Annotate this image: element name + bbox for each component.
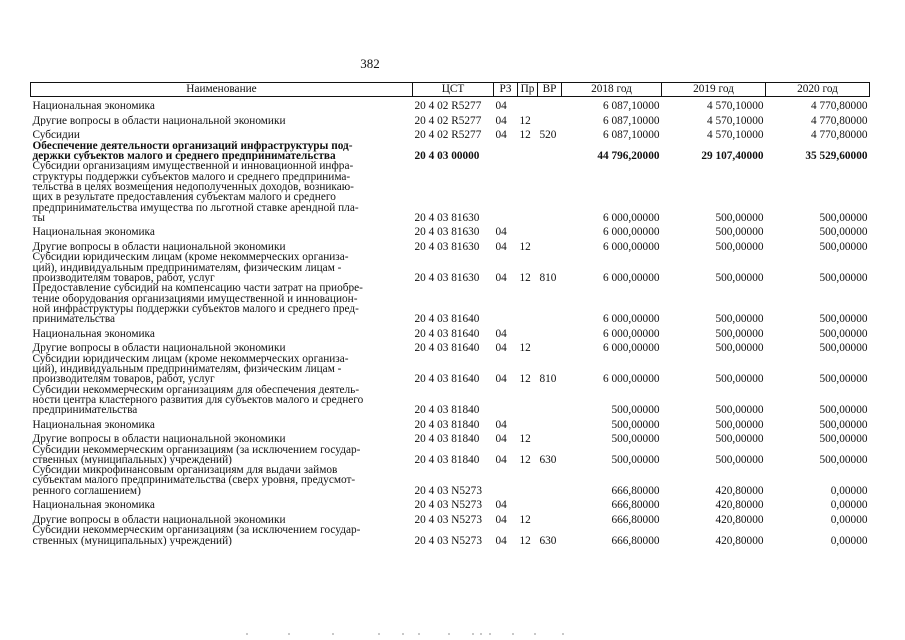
cell-rz [494,385,518,416]
cell-2018: 6 087,10000 [603,129,660,142]
cell-cst: 20 4 02 R5277 [414,129,482,142]
cell-name: Субсидии некоммерческим организациям для обеспечения деятель- ности центра кластерного развития для субъектов малого и среднего предпринимательства [32,384,364,416]
cell-2020: 0,00000 [830,499,868,512]
cell-2019: 500,00000 [715,453,764,466]
cell-name: Национальная экономика [32,499,155,511]
cell-pr: 12 [519,453,531,466]
cell-2019: 500,00000 [715,211,764,224]
table-row [31,283,870,324]
cell-2018: 6 000,00000 [603,241,660,254]
cell-2019: 500,00000 [715,418,764,431]
cell-name: Предоставление субсидий на компенсацию части затрат на приобре- тение оборудования организациями имущественной и инновацион- ной инфраструктуры поддержки субъектов малого и среднего пред- принимательства [32,283,363,325]
cell-2020: 500,00000 [819,404,868,417]
cell-vr [538,112,562,127]
header-pr: Пр [518,83,538,97]
cell-2018: 666,80000 [611,534,660,547]
cell-pr: 12 [519,129,531,142]
cell-2018: 6 087,10000 [603,114,660,127]
cell-vr [538,141,562,162]
table-row [31,430,870,445]
cell-pr: 12 [519,114,531,127]
cell-rz: 04 [495,271,507,284]
cell-2020: 500,00000 [819,211,868,224]
cell-pr: 12 [519,433,531,446]
cell-vr: 810 [539,271,557,284]
cell-cst: 20 4 02 R5277 [414,114,482,127]
cell-pr [518,141,538,162]
cell-2019: 420,80000 [715,534,764,547]
table-row [31,112,870,127]
cell-pr [518,283,538,324]
cell-2020: 500,00000 [819,327,868,340]
cell-2019: 4 570,10000 [707,114,764,127]
cell-pr: 12 [519,271,531,284]
cell-name: Субсидии некоммерческим организациям (за исключением государ- ственных (муниципальных) учреждений) [32,444,361,466]
cell-2020: 500,00000 [819,373,868,386]
cell-2019: 29 107,40000 [701,150,764,163]
cell-2020: 0,00000 [830,513,868,526]
cell-pr [518,415,538,430]
header-2018: 2018 год [562,83,662,97]
cell-rz: 04 [495,499,507,512]
cell-vr [538,324,562,339]
cell-2019: 420,80000 [715,499,764,512]
cell-pr [518,97,538,112]
cell-2019: 4 570,10000 [707,129,764,142]
header-2020: 2020 год [766,83,870,97]
cell-vr: 630 [539,534,557,547]
cell-vr [538,415,562,430]
cell-2018: 6 000,00000 [603,373,660,386]
cell-pr: 12 [519,342,531,355]
cell-pr [518,496,538,511]
cell-rz: 04 [495,129,507,142]
cell-2019: 500,00000 [715,404,764,417]
cell-cst: 20 4 03 81840 [414,453,480,466]
table-row [31,141,870,162]
cell-2018: 6 000,00000 [603,211,660,224]
cell-2018: 666,80000 [611,484,660,497]
cell-name: Другие вопросы в области национальной экономики [32,433,286,445]
cell-cst: 20 4 03 81840 [414,404,480,417]
header-vr: ВР [538,83,562,97]
cell-2018: 6 000,00000 [603,313,660,326]
table-body [31,97,870,546]
cell-2020: 500,00000 [819,453,868,466]
cell-vr [538,283,562,324]
cell-rz: 04 [495,114,507,127]
budget-table [30,82,870,546]
cell-vr [538,339,562,354]
cell-cst: 20 4 03 81640 [414,313,480,326]
cell-cst: 20 4 03 81640 [414,342,480,355]
cell-name: Другие вопросы в области национальной экономики [32,513,286,526]
cell-vr: 520 [539,129,557,142]
table-row [31,161,870,223]
cell-vr [538,496,562,511]
cell-pr [518,161,538,223]
cell-pr: 12 [519,534,531,547]
table-row [31,525,870,546]
cell-rz: 04 [495,513,507,526]
cell-2018: 666,80000 [611,513,660,526]
cell-pr [518,385,538,416]
cell-name: Субсидии юридическим лицам (кроме некоммерческих организа- ций), индивидуальным предпринимателям, физическим лицам - производителям товаров, работ, услуг [32,252,349,284]
table-row [31,465,870,496]
cell-name: Национальная экономика [32,327,155,340]
table-row [31,445,870,466]
cell-2018: 500,00000 [611,453,660,466]
cell-name: Другие вопросы в области национальной экономики [32,114,286,127]
cell-rz: 04 [495,418,507,431]
header-2019: 2019 год [662,83,766,97]
cell-2020: 4 770,80000 [811,129,868,142]
cell-cst: 20 4 02 R5277 [414,100,482,113]
cell-cst: 20 4 03 81630 [414,226,480,239]
cell-2020: 500,00000 [819,241,868,254]
cell-2020: 500,00000 [819,226,868,239]
cell-name: Другие вопросы в области национальной экономики [32,241,286,253]
cell-2018: 6 000,00000 [603,342,660,355]
cell-pr [518,223,538,238]
cell-2019: 420,80000 [715,513,764,526]
cell-2018: 666,80000 [611,499,660,512]
scan-artifact-line [0,632,905,636]
cell-name: Обеспечение деятельности организаций инфраструктуры под- держки субъектов малого и среднего предпринимательства [32,140,353,162]
cell-vr: 810 [539,373,557,386]
cell-cst: 20 4 03 N5273 [414,484,482,497]
table-row [31,354,870,385]
cell-2020: 500,00000 [819,271,868,284]
cell-2018: 6 000,00000 [603,327,660,340]
cell-cst: 20 4 03 N5273 [414,513,482,526]
cell-name: Субсидии некоммерческим организациям (за исключением государ- ственных (муниципальных) учреждений) [32,525,361,546]
cell-cst: 20 4 03 81630 [414,211,480,224]
cell-cst: 20 4 03 00000 [414,150,480,163]
cell-2019: 500,00000 [715,241,764,254]
cell-rz: 04 [495,433,507,446]
cell-2018: 44 796,20000 [597,150,660,163]
table-row [31,324,870,339]
cell-rz [494,161,518,223]
cell-vr [538,465,562,496]
table-row [31,126,870,141]
cell-2019: 500,00000 [715,313,764,326]
table-row [31,223,870,238]
cell-rz: 04 [495,100,507,113]
table-row [31,496,870,511]
cell-name: Национальная экономика [32,100,155,112]
cell-rz: 04 [495,327,507,340]
table-row [31,97,870,112]
cell-pr: 12 [519,373,531,386]
cell-2019: 500,00000 [715,327,764,340]
cell-2020: 0,00000 [830,484,868,497]
cell-pr: 12 [519,241,531,254]
cell-2020: 35 529,60000 [805,150,868,163]
cell-name: Субсидии микрофинансовым организациям для выдачи займов субъектам малого предпринимательства (сверх уровня, предусмот- ренного соглашением) [32,465,356,497]
cell-rz: 04 [495,534,507,547]
cell-2020: 500,00000 [819,313,868,326]
cell-2020: 500,00000 [819,342,868,355]
cell-rz: 04 [495,241,507,254]
cell-2020: 4 770,80000 [811,100,868,113]
header-cst: ЦСТ [413,83,494,97]
cell-name: Национальная экономика [32,226,155,238]
table-header-row [31,83,870,97]
cell-2019: 500,00000 [715,433,764,446]
table-row [31,511,870,526]
cell-vr [538,223,562,238]
cell-vr [538,238,562,253]
cell-2019: 500,00000 [715,342,764,355]
cell-vr [538,511,562,526]
cell-2020: 4 770,80000 [811,114,868,127]
cell-2019: 500,00000 [715,271,764,284]
cell-2018: 6 000,00000 [603,271,660,284]
cell-2020: 500,00000 [819,418,868,431]
cell-2020: 500,00000 [819,433,868,446]
cell-cst: 20 4 03 N5273 [414,499,482,512]
cell-cst: 20 4 03 81640 [414,327,480,340]
cell-rz: 04 [495,453,507,466]
header-rz: РЗ [494,83,518,97]
table-row [31,415,870,430]
cell-2018: 500,00000 [611,433,660,446]
cell-rz [494,283,518,324]
cell-vr [538,161,562,223]
cell-vr [538,430,562,445]
table-row [31,385,870,416]
cell-cst: 20 4 03 81630 [414,271,480,284]
cell-name: Субсидии юридическим лицам (кроме некоммерческих организа- ций), индивидуальным предпринимателям, физическим лицам - производителям товаров, работ, услуг [32,353,349,385]
cell-rz [494,465,518,496]
cell-name: Национальная экономика [32,418,155,430]
cell-vr: 630 [539,453,557,466]
cell-cst: 20 4 03 81640 [414,373,480,386]
cell-cst: 20 4 03 81840 [414,418,480,431]
page-number: 382 [360,56,380,71]
cell-2020: 0,00000 [830,534,868,547]
cell-2018: 6 000,00000 [603,226,660,239]
cell-2019: 500,00000 [715,373,764,386]
cell-pr [518,465,538,496]
cell-2018: 6 087,10000 [603,100,660,113]
cell-rz [494,141,518,162]
cell-2019: 4 570,10000 [707,100,764,113]
cell-2019: 420,80000 [715,484,764,497]
cell-name: Субсидии [32,129,80,141]
cell-cst: 20 4 03 81840 [414,433,480,446]
table-row [31,339,870,354]
header-name: Наименование [31,83,413,97]
cell-2018: 500,00000 [611,404,660,417]
table-row [31,252,870,283]
cell-2018: 500,00000 [611,418,660,431]
cell-rz: 04 [495,373,507,386]
cell-cst: 20 4 03 N5273 [414,534,482,547]
cell-cst: 20 4 03 81630 [414,241,480,254]
cell-name: Другие вопросы в области национальной экономики [32,342,286,354]
cell-pr [518,324,538,339]
cell-rz: 04 [495,226,507,239]
cell-vr [538,385,562,416]
cell-vr [538,97,562,112]
cell-name: Субсидии организациям имущественной и инновационной инфра- структуры поддержки субъектов малого и среднего предпринима- тельства в целях возмещения недополученных доходов, возникаю- щих в результате предоставления субъектам малого и среднего предпринимательства имущества по льготной ставке арендной пла- ты [32,161,359,224]
table-row [31,238,870,253]
cell-rz: 04 [495,342,507,355]
cell-pr: 12 [519,513,531,526]
cell-2019: 500,00000 [715,226,764,239]
